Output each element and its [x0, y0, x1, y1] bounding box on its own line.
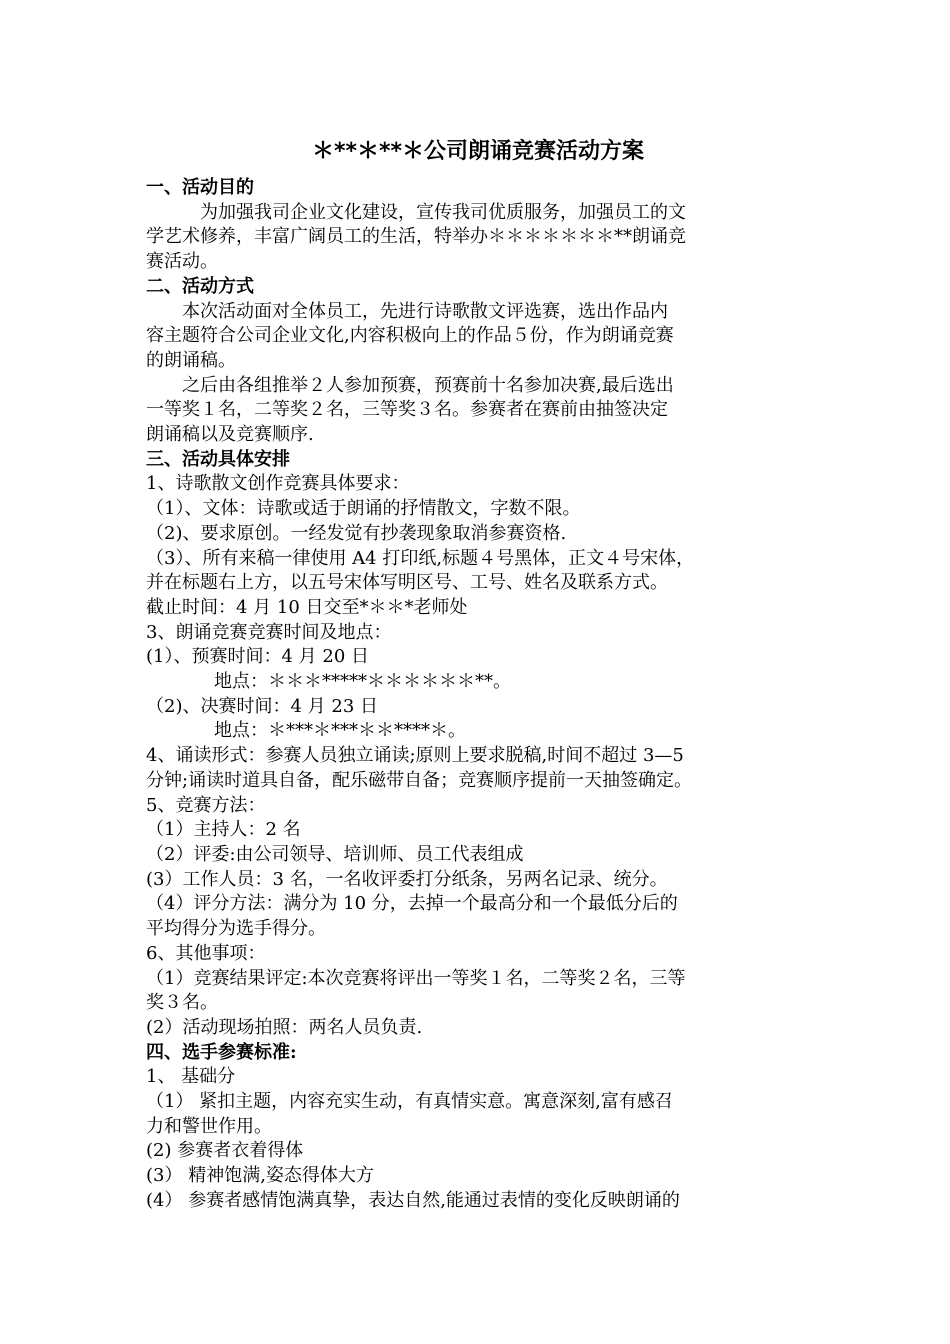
text-line: 3、朗诵竞赛竞赛时间及地点：	[146, 621, 392, 643]
text-line: 6、其他事项：	[146, 942, 266, 964]
text-line: 学艺术修养，丰富广阔员工的生活，特举办＊＊＊＊＊＊＊**朗诵竞	[146, 226, 686, 248]
text-line: 地点：＊＊＊*****＊＊＊＊＊＊**。	[214, 671, 511, 693]
text-line: 赛活动。	[146, 251, 218, 273]
text-line: 的朗诵稿。	[146, 349, 236, 371]
text-line: 4、诵读形式：参赛人员独立诵读;原则上要求脱稿,时间不超过 3—5	[146, 745, 684, 767]
text-line: (3）工作人员：3 名，一名收评委打分纸条，另两名记录、统分。	[146, 868, 668, 890]
section-heading: 二、活动方式	[146, 275, 254, 297]
text-line: 1、诗歌散文创作竞赛具体要求：	[146, 473, 410, 495]
text-line: 1、 基础分	[146, 1066, 236, 1088]
text-line: 平均得分为选手得分。	[146, 918, 326, 940]
text-line: 朗诵稿以及竞赛顺序.	[146, 424, 314, 446]
text-line: （1）竞赛结果评定:本次竞赛将评出一等奖１名，二等奖２名，三等	[146, 967, 686, 989]
section-heading: 三、活动具体安排	[146, 448, 290, 470]
text-line: 地点：＊***＊***＊＊****＊。	[214, 720, 466, 742]
text-line: 截止时间：4 月 10 日交至*＊＊*老师处	[146, 596, 468, 618]
text-line: 力和警世作用。	[146, 1115, 272, 1137]
text-line: （2）评委:由公司领导、培训师、员工代表组成	[146, 843, 524, 865]
text-line: (2) 参赛者衣着得体	[146, 1140, 304, 1162]
text-line: 分钟;诵读时道具自备，配乐磁带自备；竞赛顺序提前一天抽签确定。	[146, 769, 693, 791]
text-line: 奖３名。	[146, 992, 218, 1014]
text-line: 之后由各组推举２人参加预赛，预赛前十名参加决赛,最后选出	[182, 374, 674, 396]
text-line: 一等奖１名，二等奖２名，三等奖３名。参赛者在赛前由抽签决定	[146, 399, 668, 421]
text-line: （1）主持人：2 名	[146, 819, 301, 841]
text-line: （2)、决赛时间：4 月 23 日	[146, 695, 378, 717]
text-line: 并在标题右上方，以五号宋体写明区号、工号、姓名及联系方式。	[146, 572, 668, 594]
text-line: （3）、所有来稿一律使用 A4 打印纸,标题４号黑体，正文４号宋体，	[146, 547, 695, 569]
text-line: （1）、文体：诗歌或适于朗诵的抒情散文，字数不限。	[146, 498, 581, 520]
section-heading: 四、选手参赛标准:	[146, 1041, 297, 1063]
document-title: ＊**＊**＊公司朗诵竞赛活动方案	[311, 139, 645, 164]
text-line: (4） 参赛者感情饱满真挚，表达自然,能通过表情的变化反映朗诵的	[146, 1189, 680, 1211]
text-line: 5、竞赛方法：	[146, 794, 266, 816]
text-line: (2）活动现场拍照：两名人员负责.	[146, 1016, 423, 1038]
text-line: 容主题符合公司企业文化,内容积极向上的作品５份，作为朗诵竞赛	[146, 325, 674, 347]
text-line: （2)、要求原创。一经发觉有抄袭现象取消参赛资格.	[146, 522, 567, 544]
text-line: (1）、预赛时间：4 月 20 日	[146, 646, 369, 668]
text-line: (3） 精神饱满,姿态得体大方	[146, 1165, 374, 1187]
text-line: 本次活动面对全体员工，先进行诗歌散文评选赛，选出作品内	[182, 300, 668, 322]
text-line: 为加强我司企业文化建设，宣传我司优质服务，加强员工的文	[200, 201, 686, 223]
document-body	[146, 176, 810, 1214]
text-line: （4）评分方法：满分为 10 分，去掉一个最高分和一个最低分后的	[146, 893, 678, 915]
section-heading: 一、活动目的	[146, 177, 254, 198]
text-line: （1） 紧扣主题，内容充实生动，有真情实意。寓意深刻,富有感召	[146, 1091, 673, 1113]
